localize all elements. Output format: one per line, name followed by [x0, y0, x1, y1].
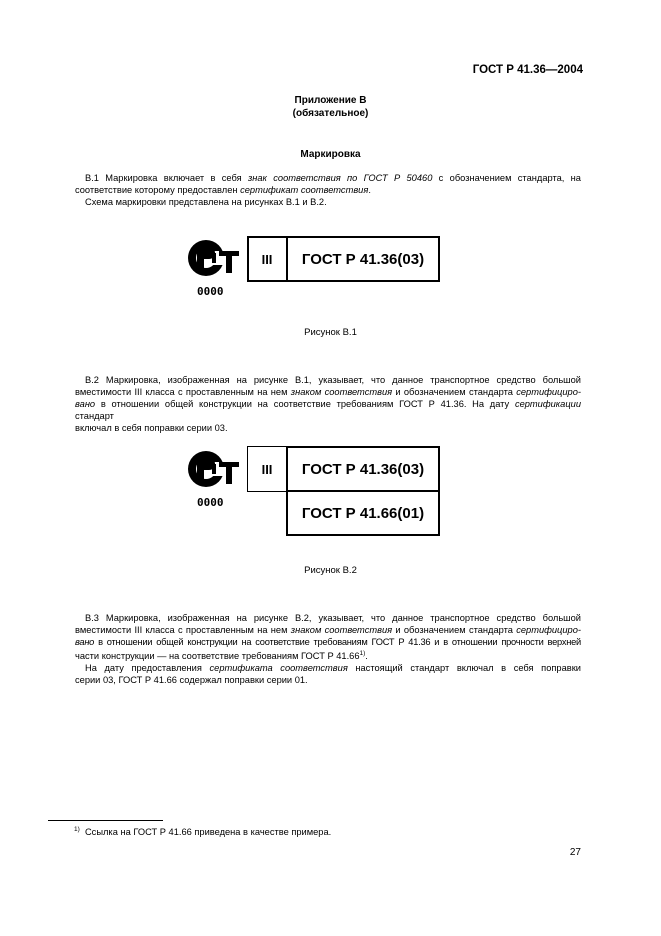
- text-span-italic: знак соответствия по ГОСТ Р 50460: [247, 173, 433, 183]
- text-span: стандарт: [75, 411, 114, 421]
- figure-caption-b2: Рисунок В.2: [304, 565, 357, 576]
- text-span-italic: сертификации: [514, 399, 581, 409]
- appendix-title: Приложение В: [294, 95, 367, 106]
- paragraph-line: [75, 648, 581, 662]
- document-code-header: ГОСТ Р 41.36—2004: [472, 64, 583, 76]
- paragraph-line: [75, 374, 581, 386]
- text-span-italic: вано: [75, 637, 95, 647]
- certification-body-code: 0000: [197, 285, 224, 298]
- text-span: .: [368, 185, 371, 195]
- text-span: настоящий стандарт включал в себя поправки: [347, 663, 581, 674]
- text-span: В.1 Маркировка включает в себя: [85, 173, 248, 183]
- page-number: 27: [569, 847, 581, 858]
- certification-mark-icon: [186, 448, 242, 494]
- appendix-status: (обязательное): [292, 108, 369, 119]
- text-span: В.3 Маркировка, изображенная на рисунке В.2, указывает, что данное транспортное средство большой: [85, 613, 581, 623]
- paragraph-line: [75, 422, 581, 434]
- footnote-text: Ссылка на ГОСТ Р 41.66 приведена в качестве примера.: [84, 827, 332, 838]
- text-span-italic: знаком соответствия: [290, 625, 393, 635]
- vehicle-class-cell: III: [247, 236, 287, 282]
- text-span: .: [365, 651, 368, 662]
- text-span-italic: сертифициро-: [516, 387, 581, 397]
- text-span: В.2 Маркировка, изображенная на рисунке В.1, указывает, что данное транспортное средство большой: [85, 375, 581, 385]
- standard-designation-cell: ГОСТ Р 41.36(03): [286, 236, 440, 282]
- section-title: Маркировка: [300, 149, 361, 160]
- text-span: с обозначением стандарта, на: [432, 173, 581, 183]
- paragraph-line: [75, 662, 581, 674]
- text-span: соответствие которому предоставлен: [75, 185, 241, 195]
- text-span-italic: сертифициро-: [516, 625, 581, 635]
- text-span: вместимости III класса с проставленным на нем: [75, 387, 291, 397]
- paragraph-line: [75, 624, 581, 636]
- text-span-italic: вано: [75, 399, 96, 409]
- standard-designation-cell: ГОСТ Р 41.36(03): [286, 446, 440, 492]
- paragraph-line: [75, 184, 581, 196]
- text-span: На дату предоставления: [85, 663, 210, 674]
- text-span: и обозначением стандарта: [392, 625, 517, 635]
- standard-designation-cell: ГОСТ Р 41.66(01): [286, 490, 440, 536]
- paragraph-line: [75, 612, 581, 624]
- paragraph-b2: [75, 374, 581, 434]
- text-span: включал в себя поправки серии 03.: [75, 423, 228, 433]
- paragraph-line: [75, 196, 581, 208]
- text-span: в отношении общей конструкции на соответствие требованиям ГОСТ Р 41.36 и в отношении прочности верхней: [94, 637, 581, 647]
- text-span: и обозначением стандарта: [392, 387, 517, 397]
- paragraph-line: [75, 674, 581, 686]
- footnote: [74, 826, 331, 837]
- certification-body-code: 0000: [197, 496, 224, 509]
- paragraph-line: [75, 398, 581, 422]
- footnote-marker: 1): [74, 826, 80, 833]
- text-span: части конструкции — на соответствие требованиям ГОСТ Р 41.66: [75, 651, 360, 662]
- paragraph-b3: [75, 612, 581, 686]
- paragraph-line: [75, 386, 581, 398]
- footnote-reference: 1): [359, 650, 366, 657]
- text-span-italic: знаком соответствия: [290, 387, 393, 397]
- certification-mark-icon: [186, 237, 242, 283]
- footnote-divider: [48, 820, 163, 821]
- text-span-italic: сертификата соответствия: [209, 663, 348, 674]
- paragraph-line: [75, 172, 581, 184]
- text-span-italic: сертификат соответствия: [240, 185, 369, 195]
- vehicle-class-cell: III: [247, 446, 287, 492]
- paragraph-line: [75, 636, 581, 648]
- text-span: Схема маркировки представлена на рисунках В.1 и В.2.: [85, 197, 327, 207]
- text-span: вместимости III класса с проставленным на нем: [75, 625, 291, 635]
- text-span: в отношении общей конструкции на соответствие требованиям ГОСТ Р 41.36. На дату: [95, 399, 515, 409]
- text-span: серии 03, ГОСТ Р 41.66 содержал поправки серии 01.: [75, 675, 308, 686]
- figure-caption-b1: Рисунок В.1: [304, 327, 357, 338]
- paragraph-b1: [75, 172, 581, 208]
